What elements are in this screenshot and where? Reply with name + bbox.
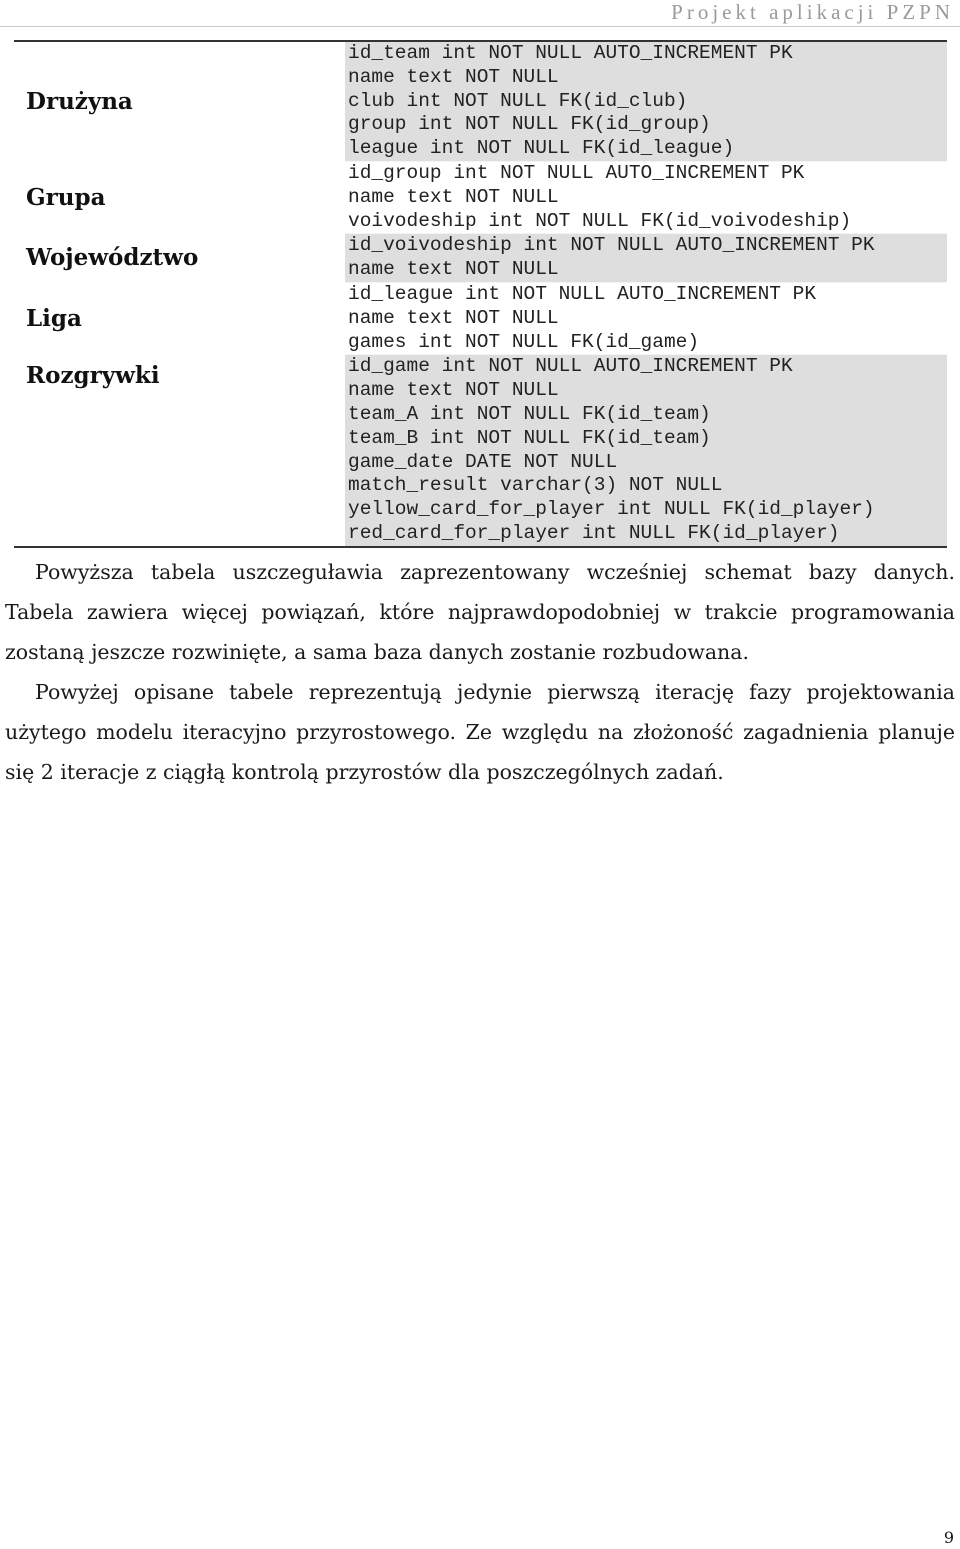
table-row-liga	[14, 282, 947, 354]
table-row-wojewodztwo	[14, 233, 947, 282]
field-line: name text NOT NULL	[348, 65, 559, 88]
paragraph: Powyższa tabela uszczeguławia zaprezentowany wcześniej schemat bazy danych. Tabela zawiera więcej powiązań, które najprawdopodobniej w trakcie programowania zostaną jeszcze rozwinięte, a sama baza danych zostanie rozbudowana.	[5, 560, 955, 664]
table-fields	[345, 354, 947, 545]
table-fields	[345, 282, 947, 354]
paragraph: Powyżej opisane tabele reprezentują jedynie pierwszą iterację fazy projektowania użytego modelu iteracyjno przyrostowego. Ze względu na złożoność zagadnienia planuje się 2 iteracje z ciągłą kontrolą przyrostów dla poszczególnych zadań.	[5, 680, 955, 784]
field-line: id_group int NOT NULL AUTO_INCREMENT PK	[348, 161, 805, 184]
body-text	[5, 552, 955, 792]
field-line: red_card_for_player int NULL FK(id_player)	[348, 521, 840, 544]
field-line: club int NOT NULL FK(id_club)	[348, 89, 688, 112]
field-line: team_B int NOT NULL FK(id_team)	[348, 426, 711, 449]
table-fields	[345, 161, 947, 233]
field-line: group int NOT NULL FK(id_group)	[348, 113, 711, 136]
field-line: name text NOT NULL	[348, 258, 559, 281]
field-line: yellow_card_for_player int NULL FK(id_player)	[348, 498, 875, 521]
schema-table	[14, 40, 947, 548]
table-fields	[345, 233, 947, 282]
table-row-grupa	[14, 161, 947, 233]
field-line: id_game int NOT NULL AUTO_INCREMENT PK	[348, 355, 793, 378]
table-row-rozgrywki	[14, 354, 947, 545]
header-title: Projekt aplikacji PZPN	[671, 0, 954, 24]
page-number: 9	[943, 1528, 954, 1547]
page-header	[0, 0, 960, 27]
field-line: league int NOT NULL FK(id_league)	[348, 137, 735, 160]
table-name: Drużyna	[26, 87, 133, 115]
table-row-druzyna	[14, 42, 947, 161]
field-line: id_league int NOT NULL AUTO_INCREMENT PK	[348, 282, 817, 305]
table-name: Rozgrywki	[26, 362, 160, 390]
field-line: id_voivodeship int NOT NULL AUTO_INCREMENT PK	[348, 234, 875, 257]
field-line: name text NOT NULL	[348, 379, 559, 402]
field-line: games int NOT NULL FK(id_game)	[348, 330, 700, 353]
table-name: Województwo	[26, 244, 199, 272]
field-line: team_A int NOT NULL FK(id_team)	[348, 402, 711, 425]
table-fields	[345, 42, 947, 161]
field-line: name text NOT NULL	[348, 306, 559, 329]
table-name: Grupa	[26, 183, 106, 211]
table-name: Liga	[26, 304, 82, 332]
field-line: id_team int NOT NULL AUTO_INCREMENT PK	[348, 42, 793, 64]
field-line: game_date DATE NOT NULL	[348, 450, 618, 473]
field-line: match_result varchar(3) NOT NULL	[348, 474, 723, 497]
field-line: voivodeship int NOT NULL FK(id_voivodeship)	[348, 209, 852, 232]
field-line: name text NOT NULL	[348, 185, 559, 208]
